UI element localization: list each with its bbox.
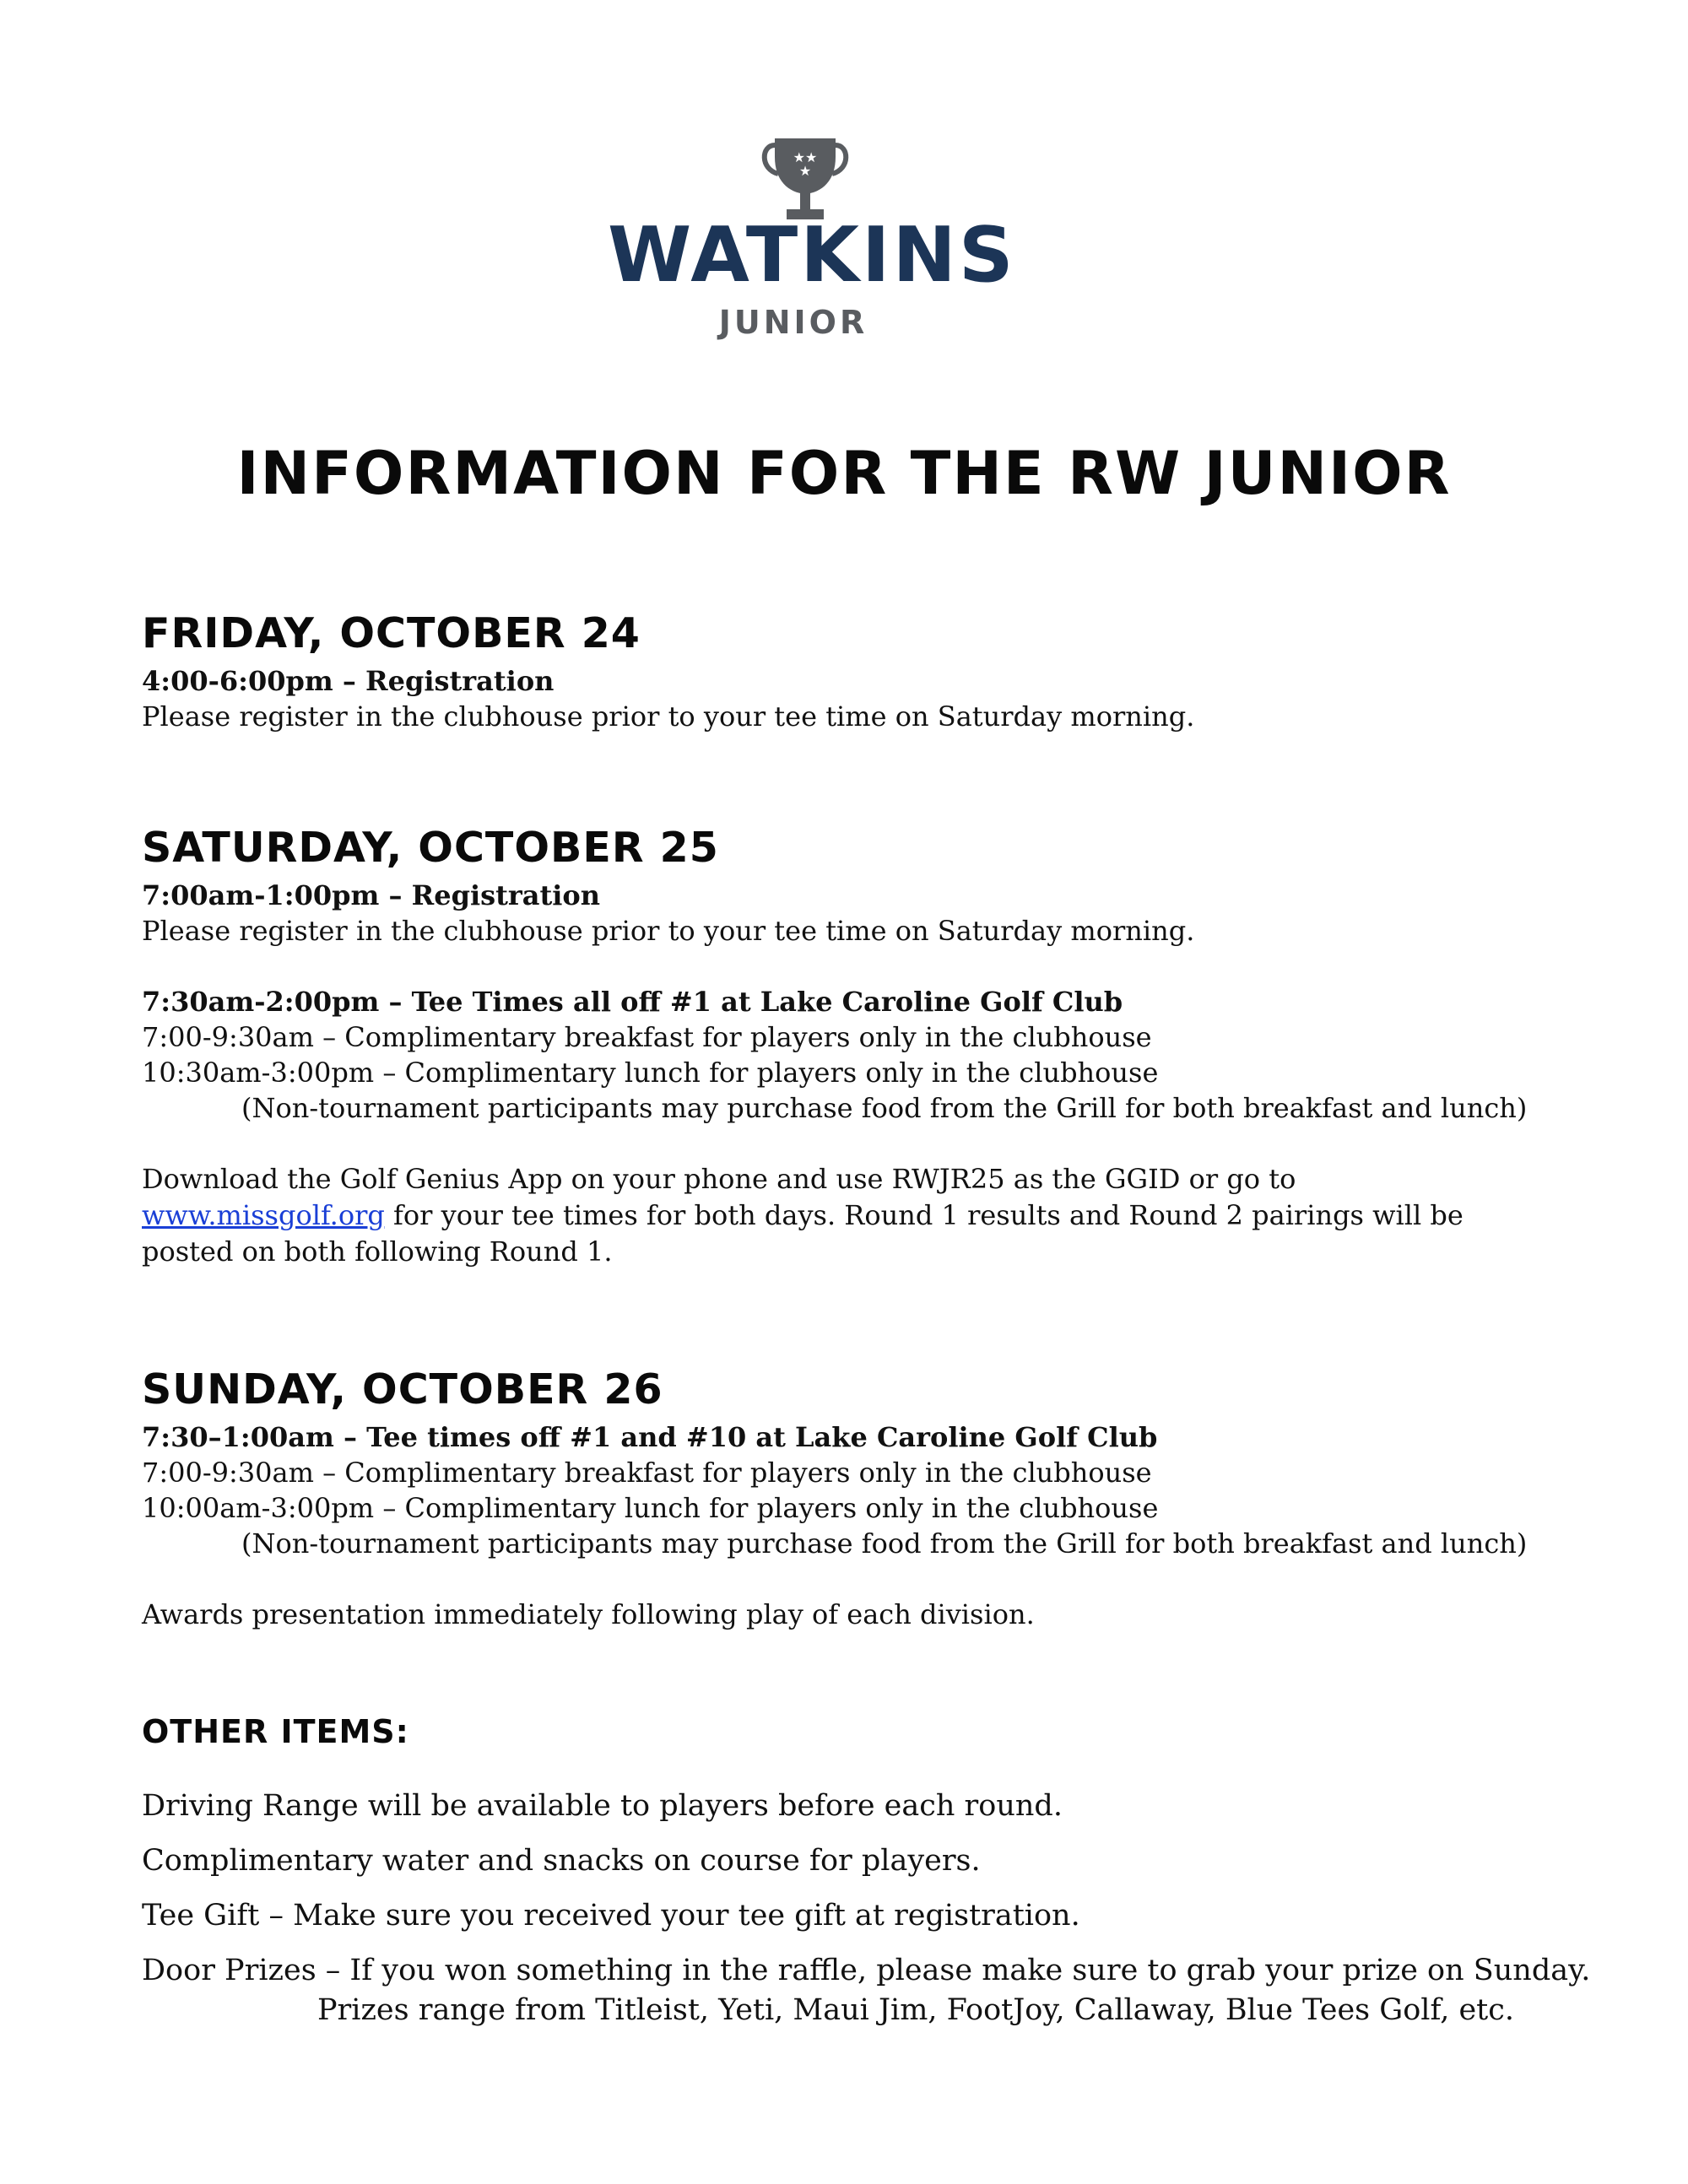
prizes-note: Prizes range from Titleist, Yeti, Maui Jim, FootJoy, Callaway, Blue Tees Golf, etc.: [317, 1993, 1514, 2027]
svg-text:★: ★: [798, 163, 812, 179]
sunday-lunch: 10:00am-3:00pm – Complimentary lunch for players only in the clubhouse: [142, 1492, 1159, 1524]
other-item: Complimentary water and snacks on course for players.: [142, 1844, 981, 1878]
saturday-lunch: 10:30am-3:00pm – Complimentary lunch for players only in the clubhouse: [142, 1057, 1159, 1089]
friday-registration: 4:00-6:00pm – Registration: [142, 665, 555, 697]
logo-subtitle: JUNIOR: [718, 304, 868, 341]
app-text-b: for your tee times for both days. Round 1 results and Round 2 pairings will be posted on both following Round 1.: [142, 1199, 1463, 1268]
golf-genius-paragraph: [142, 1161, 1543, 1270]
saturday-tee-times: 7:30am-2:00pm – Tee Times all off #1 at Lake Caroline Golf Club: [142, 986, 1123, 1018]
svg-text:★★: ★★: [793, 149, 818, 165]
saturday-breakfast: 7:00-9:30am – Complimentary breakfast for players only in the clubhouse: [142, 1021, 1152, 1053]
other-item: Door Prizes – If you won something in the raffle, please make sure to grab your prize on Sunday.: [142, 1954, 1591, 1987]
logo-wordmark: WATKINS: [608, 211, 1016, 300]
sunday-heading: SUNDAY, OCTOBER 26: [142, 1365, 663, 1414]
friday-register-note: Please register in the clubhouse prior to your tee time on Saturday morning.: [142, 700, 1195, 733]
saturday-register-note: Please register in the clubhouse prior to your tee time on Saturday morning.: [142, 915, 1195, 947]
app-text-a: Download the Golf Genius App on your phone and use RWJR25 as the GGID or go to: [142, 1163, 1296, 1195]
friday-heading: FRIDAY, OCTOBER 24: [142, 609, 641, 657]
saturday-food-note: (Non-tournament participants may purchase food from the Grill for both breakfast and lunch): [241, 1092, 1528, 1124]
other-items-heading: OTHER ITEMS:: [142, 1713, 409, 1750]
other-item: Driving Range will be available to players before each round.: [142, 1789, 1063, 1823]
page-title: INFORMATION FOR THE RW JUNIOR: [236, 439, 1452, 508]
saturday-registration: 7:00am-1:00pm – Registration: [142, 879, 601, 911]
missgolf-link[interactable]: www.missgolf.org: [142, 1199, 385, 1231]
watkins-junior-logo: [608, 127, 1063, 346]
sunday-tee-times: 7:30–1:00am – Tee times off #1 and #10 at Lake Caroline Golf Club: [142, 1421, 1158, 1453]
sunday-breakfast: 7:00-9:30am – Complimentary breakfast for players only in the clubhouse: [142, 1457, 1152, 1489]
sunday-awards: Awards presentation immediately following play of each division.: [142, 1598, 1035, 1630]
other-item: Tee Gift – Make sure you received your tee gift at registration.: [142, 1899, 1080, 1933]
sunday-food-note: (Non-tournament participants may purchase food from the Grill for both breakfast and lunch): [241, 1527, 1528, 1560]
saturday-heading: SATURDAY, OCTOBER 25: [142, 824, 719, 872]
